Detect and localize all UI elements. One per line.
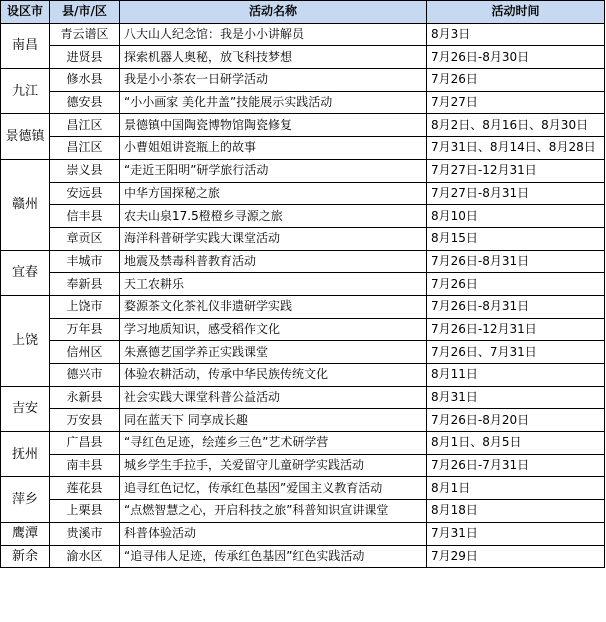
table-row [1, 182, 605, 205]
header-activity: 活动名称 [120, 1, 427, 24]
activity-name-cell: “寻红色足迹，绘莲乡三色”艺术研学营 [120, 432, 427, 455]
activity-time-cell: 8月31日 [427, 386, 605, 409]
city-cell: 上饶 [1, 295, 50, 386]
county-cell: 上栗县 [50, 500, 120, 523]
activity-name-cell: 天工农耕乐 [120, 273, 427, 296]
activity-name-cell: “走近王阳明”研学旅行活动 [120, 159, 427, 182]
county-cell: 永新县 [50, 386, 120, 409]
activity-name-cell: 学习地质知识，感受稻作文化 [120, 318, 427, 341]
county-cell: 德兴市 [50, 364, 120, 387]
header-time: 活动时间 [427, 1, 605, 24]
city-cell: 南昌 [1, 23, 50, 68]
activity-time-cell: 8月3日 [427, 23, 605, 46]
activity-name-cell: “小小画家 美化井盖”技能展示实践活动 [120, 91, 427, 114]
county-cell: 章贡区 [50, 227, 120, 250]
table-body [1, 23, 605, 568]
county-cell: 青云谱区 [50, 23, 120, 46]
activity-name-cell: 朱熹德艺国学养正实践课堂 [120, 341, 427, 364]
header-row [1, 1, 605, 24]
table-row [1, 69, 605, 92]
activity-time-cell: 8月11日 [427, 364, 605, 387]
activity-name-cell: 追寻红色记忆，传承红色基因”爱国主义教育活动 [120, 477, 427, 500]
county-cell: 昌江区 [50, 114, 120, 137]
activity-time-cell: 7月26日 [427, 273, 605, 296]
activity-name-cell: 社会实践大课堂科普公益活动 [120, 386, 427, 409]
activity-time-cell: 8月10日 [427, 205, 605, 228]
activity-time-cell: 7月29日 [427, 545, 605, 568]
activity-time-cell: 7月26日 [427, 69, 605, 92]
city-cell: 赣州 [1, 159, 50, 250]
county-cell: 奉新县 [50, 273, 120, 296]
county-cell: 信丰县 [50, 205, 120, 228]
activity-time-cell: 7月26日-8月31日 [427, 295, 605, 318]
table-row [1, 205, 605, 228]
activity-time-cell: 7月27日-8月31日 [427, 182, 605, 205]
activity-time-cell: 7月26日-8月30日 [427, 46, 605, 69]
activity-time-cell: 7月31日、8月14日、8月28日 [427, 137, 605, 160]
county-cell: 安远县 [50, 182, 120, 205]
activity-time-cell: 7月26日-8月20日 [427, 409, 605, 432]
activity-name-cell: 体验农耕活动，传承中华民族传统文化 [120, 364, 427, 387]
activity-name-cell: “追寻伟人足迹，传承红色基因”红色实践活动 [120, 545, 427, 568]
city-cell: 抚州 [1, 432, 50, 477]
activity-time-cell: 7月27日 [427, 91, 605, 114]
county-cell: 莲花县 [50, 477, 120, 500]
table-row [1, 46, 605, 69]
table-row [1, 137, 605, 160]
city-cell: 鹰潭 [1, 522, 50, 545]
city-cell: 新余 [1, 545, 50, 568]
activity-name-cell: 景德镇中国陶瓷博物馆陶瓷修复 [120, 114, 427, 137]
activity-time-cell: 8月18日 [427, 500, 605, 523]
county-cell: 万年县 [50, 318, 120, 341]
activity-time-cell: 8月2日、8月16日、8月30日 [427, 114, 605, 137]
activity-time-cell: 8月15日 [427, 227, 605, 250]
city-cell: 吉安 [1, 386, 50, 431]
city-cell: 萍乡 [1, 477, 50, 522]
table-row [1, 409, 605, 432]
activity-name-cell: 城乡学生手拉手，关爱留守儿童研学实践活动 [120, 454, 427, 477]
table-row [1, 91, 605, 114]
table-row [1, 522, 605, 545]
activity-time-cell: 7月27日-12月31日 [427, 159, 605, 182]
activity-name-cell: 小曹姐姐讲瓷瓶上的故事 [120, 137, 427, 160]
activity-name-cell: 同在蓝天下 同享成长趣 [120, 409, 427, 432]
activity-time-cell: 7月26日-7月31日 [427, 454, 605, 477]
header-county: 县/市/区 [50, 1, 120, 24]
activity-name-cell: 婺源茶文化茶礼仪非遗研学实践 [120, 295, 427, 318]
county-cell: 崇义县 [50, 159, 120, 182]
activity-time-cell: 8月1日 [427, 477, 605, 500]
activity-time-cell: 7月26日-12月31日 [427, 318, 605, 341]
activity-name-cell: “点燃智慧之心，开启科技之旅”科普知识宣讲课堂 [120, 500, 427, 523]
table-row [1, 114, 605, 137]
table-row [1, 159, 605, 182]
activity-name-cell: 农夫山泉17.5橙橙乡寻源之旅 [120, 205, 427, 228]
county-cell: 信州区 [50, 341, 120, 364]
table-row [1, 364, 605, 387]
activity-time-cell: 7月31日 [427, 522, 605, 545]
table-row [1, 273, 605, 296]
county-cell: 渝水区 [50, 545, 120, 568]
table-row [1, 295, 605, 318]
table-row [1, 386, 605, 409]
city-cell: 九江 [1, 69, 50, 114]
activity-name-cell: 探索机器人奥秘，放飞科技梦想 [120, 46, 427, 69]
table-row [1, 341, 605, 364]
table-row [1, 23, 605, 46]
table-row [1, 500, 605, 523]
table-row [1, 318, 605, 341]
activity-name-cell: 地震及禁毒科普教育活动 [120, 250, 427, 273]
activity-time-cell: 7月26日-8月31日 [427, 250, 605, 273]
activity-name-cell: 科普体验活动 [120, 522, 427, 545]
city-cell: 宜春 [1, 250, 50, 295]
activity-name-cell: 八大山人纪念馆：我是小小讲解员 [120, 23, 427, 46]
activity-time-cell: 8月1日、8月5日 [427, 432, 605, 455]
activity-name-cell: 中华方国探秘之旅 [120, 182, 427, 205]
table-row [1, 454, 605, 477]
county-cell: 南丰县 [50, 454, 120, 477]
city-cell: 景德镇 [1, 114, 50, 159]
table-row [1, 250, 605, 273]
header-city: 设区市 [1, 1, 50, 24]
county-cell: 万安县 [50, 409, 120, 432]
county-cell: 德安县 [50, 91, 120, 114]
county-cell: 贵溪市 [50, 522, 120, 545]
activity-name-cell: 我是小小茶农一日研学活动 [120, 69, 427, 92]
county-cell: 昌江区 [50, 137, 120, 160]
county-cell: 进贤县 [50, 46, 120, 69]
county-cell: 广昌县 [50, 432, 120, 455]
table-row [1, 545, 605, 568]
county-cell: 丰城市 [50, 250, 120, 273]
table-row [1, 432, 605, 455]
table-row [1, 227, 605, 250]
activity-name-cell: 海洋科普研学实践大课堂活动 [120, 227, 427, 250]
table-row [1, 477, 605, 500]
activity-time-cell: 7月26日、7月31日 [427, 341, 605, 364]
county-cell: 修水县 [50, 69, 120, 92]
county-cell: 上饶市 [50, 295, 120, 318]
